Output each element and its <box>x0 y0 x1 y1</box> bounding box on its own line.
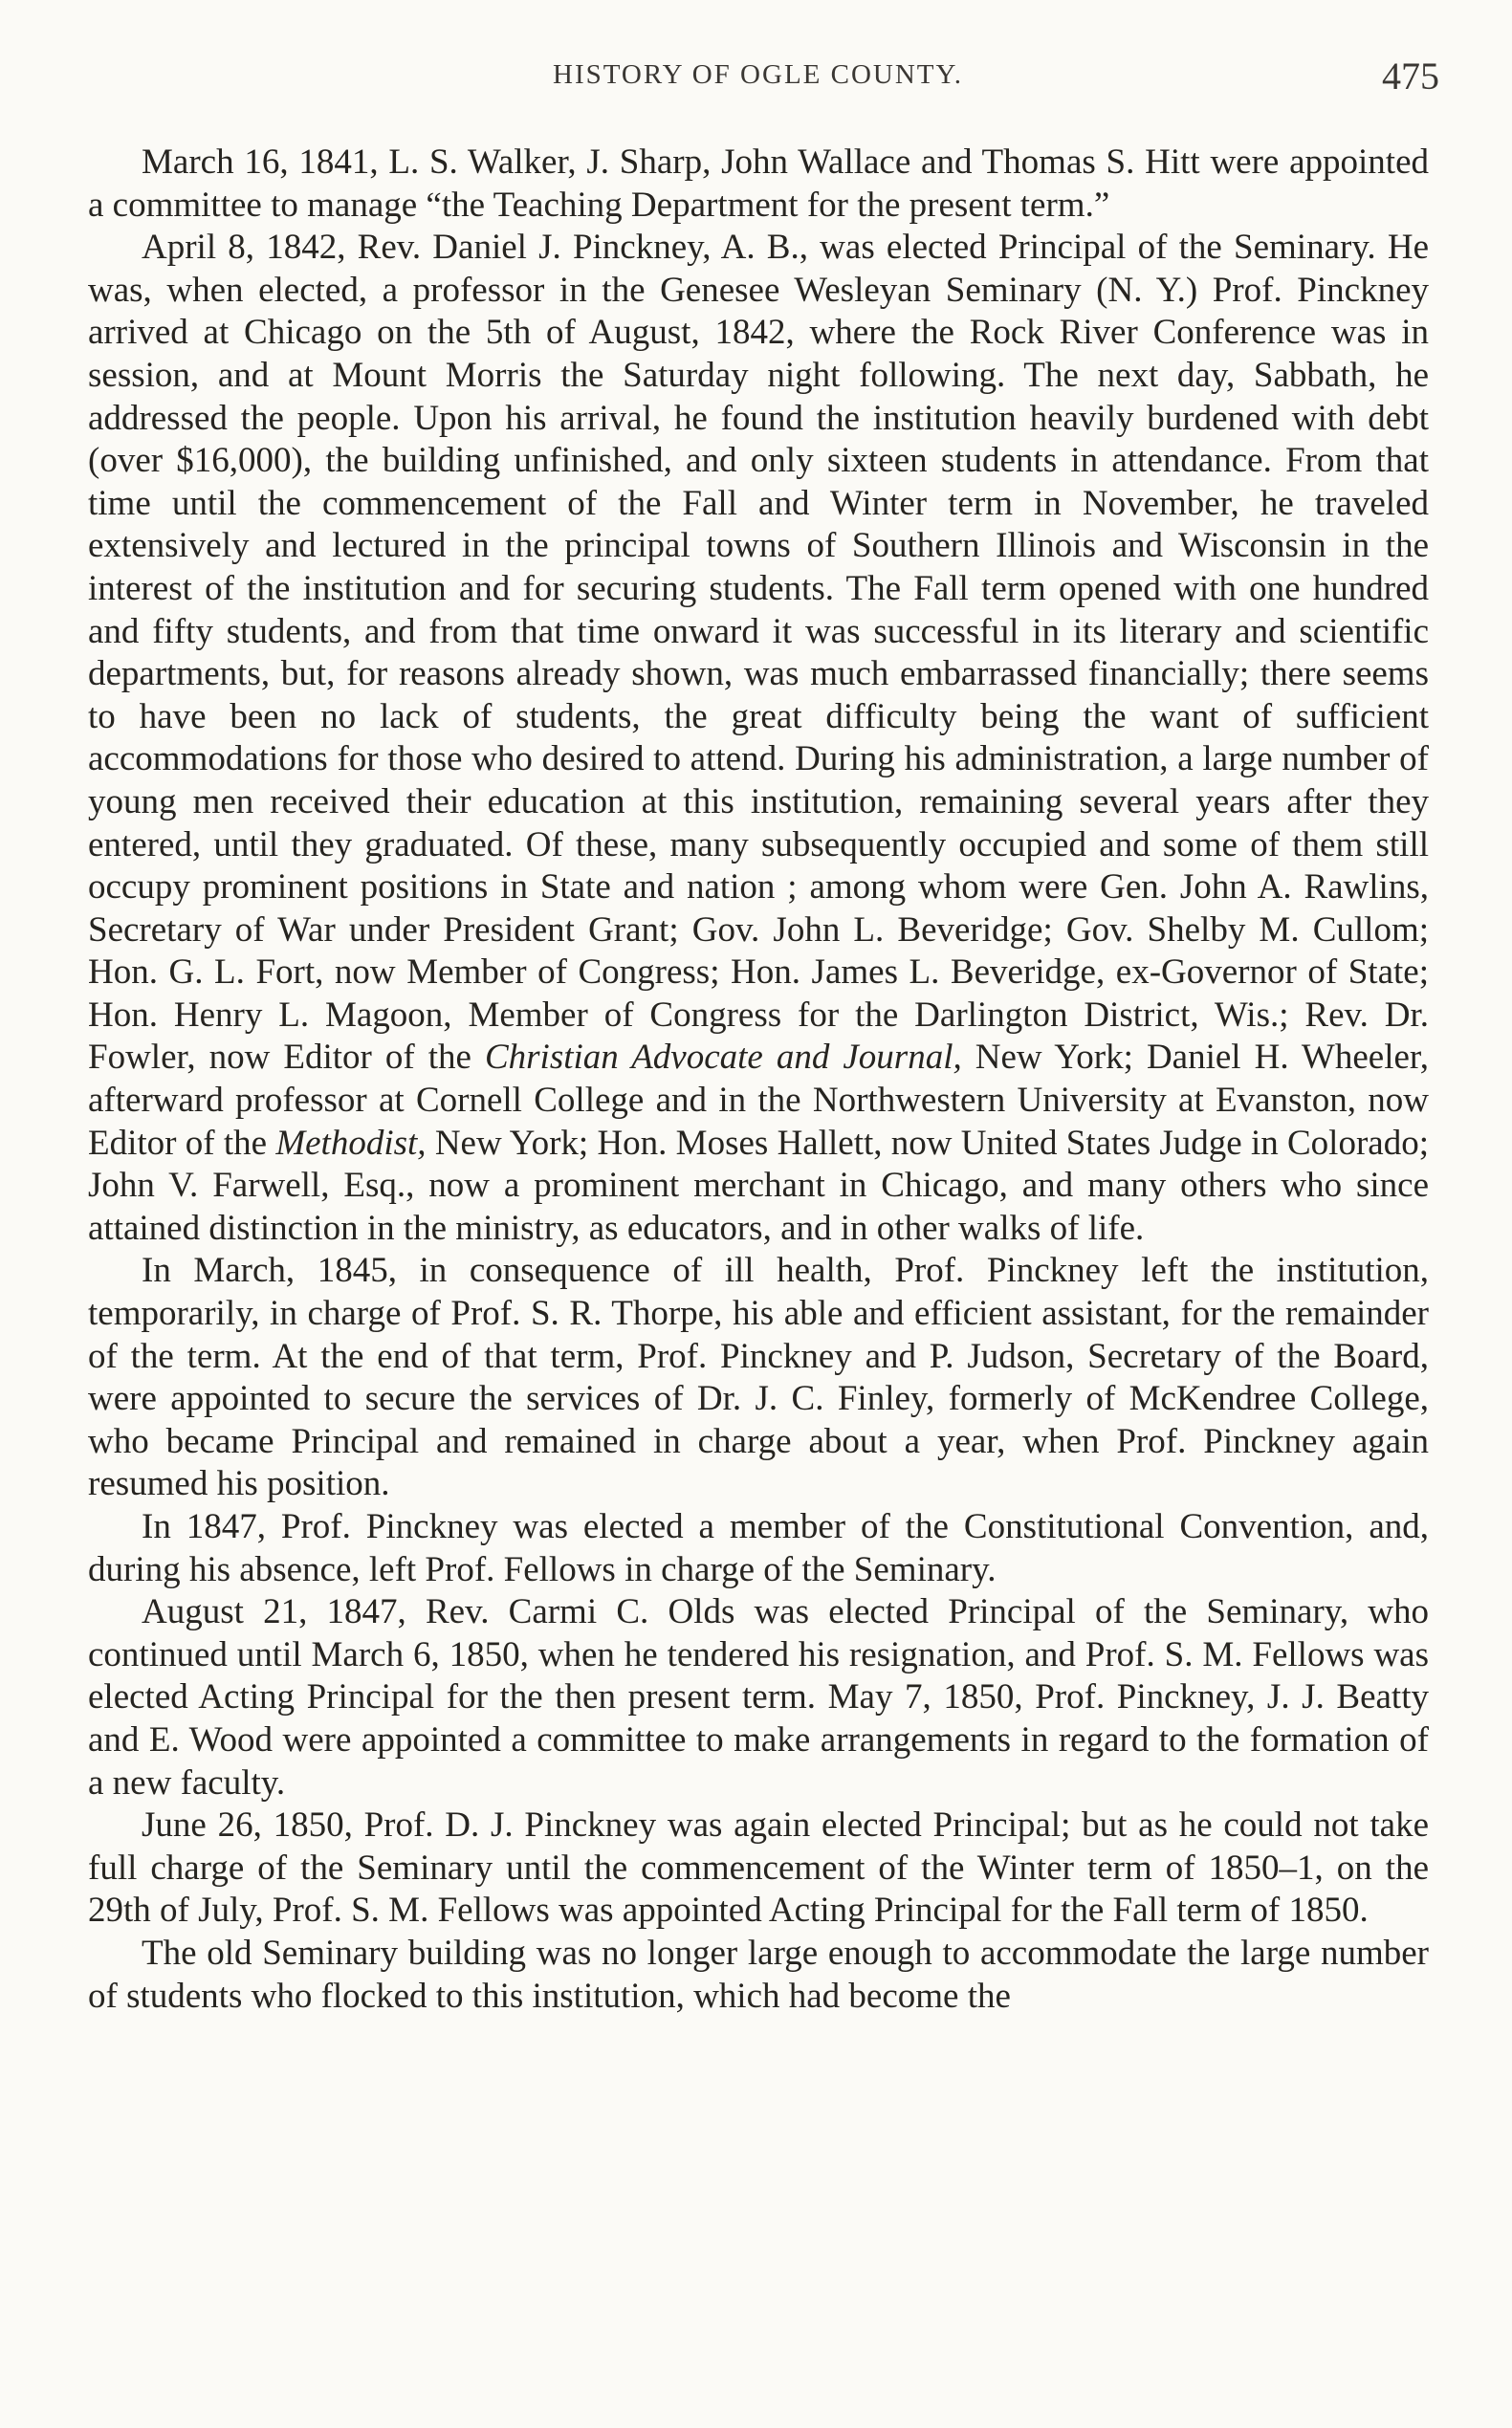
publication-title: Christian Advocate and Journal, <box>484 1038 962 1078</box>
page-number: 475 <box>1382 55 1439 98</box>
paragraph <box>88 1250 1429 1506</box>
text-run: In 1847, Prof. Pinckney was elected a member of the Constitutional Convention, and, during his absence, left Prof. Fellows in charge of the Seminary. <box>88 1507 1429 1589</box>
text-run: April 8, 1842, Rev. Daniel J. Pinckney, A. B., was elected Principal of the Seminary. He was, when elected, a professor in the Genesee Wesleyan Seminary (N. Y.) Prof. Pinckney arrived at Chicago on the 5th of August, 1842, where the Rock River Conference was in session, and at Mount Morris the Saturday night following. The next day, Sabbath, he addressed the people. Upon his arrival, he found the institution heavily burdened with debt (over $16,000), the building unfinished, and only sixteen students in attendance. From that time until the commencement of the Fall and Winter term in November, he traveled extensively and lectured in the principal towns of Southern Illinois and Wisconsin in the interest of the institution and for securing students. The Fall term opened with one hundred and fifty students, and from that time onward it was successful in its literary and scientific departments, but, for reasons already shown, was much embarrassed financially; there seems to have been no lack of students, the great difficulty being the want of sufficient accommodations for those who desired to attend. During his administration, a large number of young men received their education at this institution, remaining several years after they entered, until they graduated. Of these, many subsequently occupied and some of them still occupy prominent positions in State and nation ; among whom were Gen. John A. Rawlins, Secretary of War under President Grant; Gov. John L. Beveridge; Gov. Shelby M. Cullom; Hon. G. L. Fort, now Member of Congress; Hon. James L. Beveridge, ex-Governor of State; Hon. Henry L. Magoon, Member of Congress for the Darlington District, Wis.; Rev. Dr. Fowler, now Editor of the <box>88 228 1429 1078</box>
text-run: The old Seminary building was no longer large enough to accommodate the large number of students who flocked to this institution, which had become the <box>88 1933 1429 2016</box>
text-run: New York; Daniel H. Wheeler, afterward professor at Cornell College and in the Northwestern University at Evanston, now Editor of the <box>88 1038 1429 1163</box>
paragraph <box>88 1805 1429 1933</box>
paragraph <box>88 1933 1429 2018</box>
page-header <box>77 55 1439 107</box>
publication-title: Methodist, <box>275 1123 427 1163</box>
paragraph <box>88 142 1429 227</box>
text-run: March 16, 1841, L. S. Walker, J. Sharp, John Wallace and Thomas S. Hitt were appointed a committee to manage “the Teaching Department for the present term.” <box>88 142 1429 225</box>
body-text <box>88 142 1429 2018</box>
paragraph <box>88 227 1429 1250</box>
text-run: June 26, 1850, Prof. D. J. Pinckney was again elected Principal; but as he could not take full charge of the Seminary until the commencement of the Winter term of 1850–1, on the 29th of July, Prof. S. M. Fellows was appointed Acting Principal for the Fall term of 1850. <box>88 1805 1429 1931</box>
text-run: In March, 1845, in consequence of ill health, Prof. Pinckney left the institution, temporarily, in charge of Prof. S. R. Thorpe, his able and efficient assistant, for the remainder of the term. At the end of that term, Prof. Pinckney and P. Judson, Secretary of the Board, were appointed to secure the services of Dr. J. C. Finley, formerly of McKendree College, who became Principal and remained in charge about a year, when Prof. Pinckney again resumed his position. <box>88 1251 1429 1504</box>
paragraph <box>88 1506 1429 1591</box>
paragraph <box>88 1591 1429 1805</box>
text-run: August 21, 1847, Rev. Carmi C. Olds was elected Principal of the Seminary, who continued until March 6, 1850, when he tendered his resignation, and Prof. S. M. Fellows was elected Acting Principal for the then present term. May 7, 1850, Prof. Pinckney, J. J. Beatty and E. Wood were appointed a committee to make arrangements in regard to the formation of a new faculty. <box>88 1592 1429 1803</box>
running-title: HISTORY OF OGLE COUNTY. <box>553 59 963 90</box>
text-run: New York; Hon. Moses Hallett, now United States Judge in Colorado; John V. Farwell, Esq., now a prominent merchant in Chicago, and many others who since attained distinction in the ministry, as educators, and in other walks of life. <box>88 1123 1429 1248</box>
